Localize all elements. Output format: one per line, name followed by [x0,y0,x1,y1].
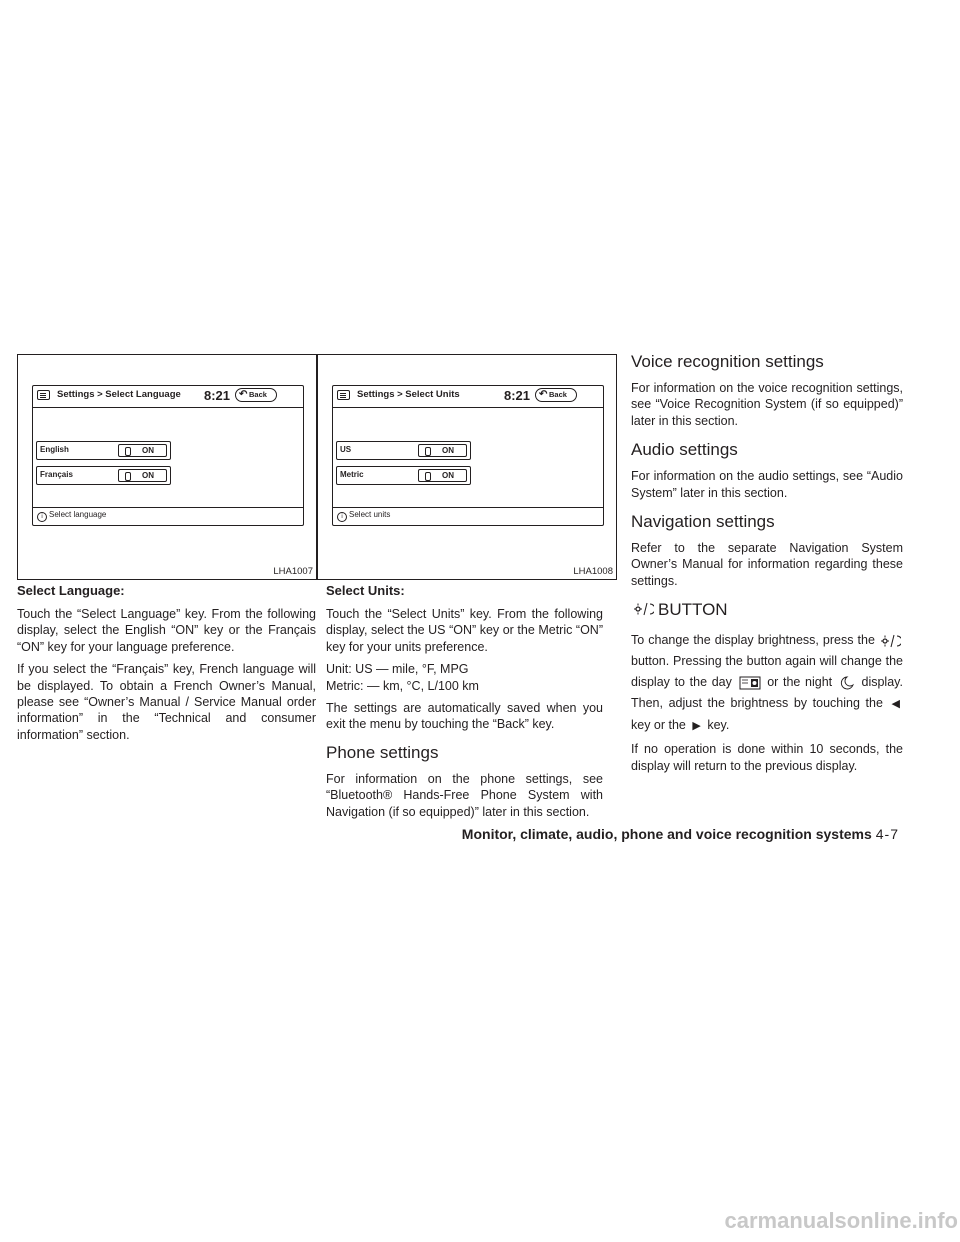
brightness-button-icon [634,602,654,616]
paragraph: Touch the “Select Units” key. From the following display, select the US “ON” key or the Metric “ON” key for your units preference. [326,607,603,654]
paragraph: For information on the phone settings, see “Bluetooth® Hands-Free Phone System with Navigation (if so equipped)” later in this section. [326,771,603,819]
figure-select-language [17,354,317,580]
status-text: Select language [49,510,107,519]
button-heading-text: BUTTON [658,600,728,620]
title-divider [33,407,303,408]
brightness-button-icon [881,634,901,648]
indicator-light-icon [125,447,131,456]
option-label: Metric [340,470,364,479]
option-label: US [340,445,352,454]
screen-clock: 8:21 [204,388,231,403]
screen-select-units [332,385,604,526]
figure-code: LHA1008 [573,566,613,577]
back-label: Back [549,390,567,399]
column-3 [631,352,903,774]
heading-brightness-button [631,600,903,620]
heading-select-units: Select Units: [326,583,405,598]
screen-title-bar [333,386,603,406]
settings-menu-icon [37,390,50,400]
page-number: 4-7 [875,826,899,842]
status-divider [333,507,603,508]
paragraph: For information on the audio settings, see “Audio System” later in this section. [631,469,903,500]
footer-title: Monitor, climate, audio, phone and voice recognition systems [461,826,872,842]
on-label: ON [442,471,454,480]
text-fragment: key or the [631,718,686,733]
brightness-paragraph [631,630,903,737]
left-arrow-key-icon: ◀ [891,698,900,711]
info-icon: i [337,512,347,522]
back-arrow-icon: ↶ [239,389,248,400]
heading-navigation-settings: Navigation settings [631,512,775,532]
figure-select-units [317,354,617,580]
on-button [118,444,167,457]
text-fragment: To change the display brightness, press the [631,633,875,648]
screen-title: Settings > Select Language [57,389,181,400]
option-row-francais [36,466,171,485]
screen-title-bar [33,386,303,406]
heading-select-language: Select Language: [17,583,125,598]
title-divider [333,407,603,408]
settings-menu-icon [337,390,350,400]
right-arrow-key-icon: ▶ [692,720,701,733]
column-1 [17,583,316,749]
option-label: English [40,445,69,454]
paragraph: Touch the “Select Language” key. From the following display, select the English “ON” key or the Français “ON” key for your language preference. [17,607,316,654]
back-label: Back [249,390,267,399]
screen-title: Settings > Select Units [357,389,460,400]
text-fragment: key. [707,718,730,733]
option-row-us [336,441,471,460]
option-row-english [36,441,171,460]
status-bar [37,510,106,522]
on-button [118,469,167,482]
paragraph: If no operation is done within 10 seconds, the display will return to the previous display. [631,742,903,773]
on-label: ON [142,446,154,455]
day-display-icon [739,676,761,690]
unit-us-line: Unit: US — mile, °F, MPG [326,662,469,677]
watermark: carmanualsonline.info [724,1208,958,1233]
info-icon: i [37,512,47,522]
paragraph: If you select the “Français” key, French language will be displayed. To obtain a French Owner’s Manual, please see “Owner’s Manual / Service Manual order information” in the “Technical and consumer information” section. [17,662,316,742]
unit-metric-line: Metric: — km, °C, L/100 km [326,678,479,693]
paragraph: The settings are automatically saved when you exit the menu by touching the “Back” key. [326,701,603,732]
option-label: Français [40,470,73,479]
indicator-light-icon [425,447,431,456]
back-arrow-icon: ↶ [539,389,548,400]
on-button [418,444,467,457]
status-bar [337,510,390,522]
page-footer [462,826,899,844]
figure-code: LHA1007 [273,566,313,577]
paragraph: For information on the voice recognition settings, see “Voice Recognition System (if so equipped)” later in this section. [631,381,903,428]
heading-phone-settings: Phone settings [326,742,439,762]
heading-audio-settings: Audio settings [631,440,738,460]
back-button [535,388,577,402]
on-label: ON [142,471,154,480]
text-fragment: display. Then, adjust the brightness by touching the [631,675,903,711]
screen-select-language [32,385,304,526]
indicator-light-icon [125,472,131,481]
heading-voice-recognition-settings: Voice recognition settings [631,352,824,371]
text-fragment: or the night [767,675,833,690]
paragraph: Refer to the separate Navigation System Owner’s Manual for information regarding these settings. [631,541,903,588]
on-button [418,469,467,482]
option-row-metric [336,466,471,485]
back-button [235,388,277,402]
column-2 [326,583,603,820]
indicator-light-icon [425,472,431,481]
on-label: ON [442,446,454,455]
text-fragment: button. Pressing the button again will change the display to the day [631,654,903,690]
night-display-icon [839,675,855,691]
status-text: Select units [349,510,391,519]
status-divider [33,507,303,508]
screen-clock: 8:21 [504,388,531,403]
